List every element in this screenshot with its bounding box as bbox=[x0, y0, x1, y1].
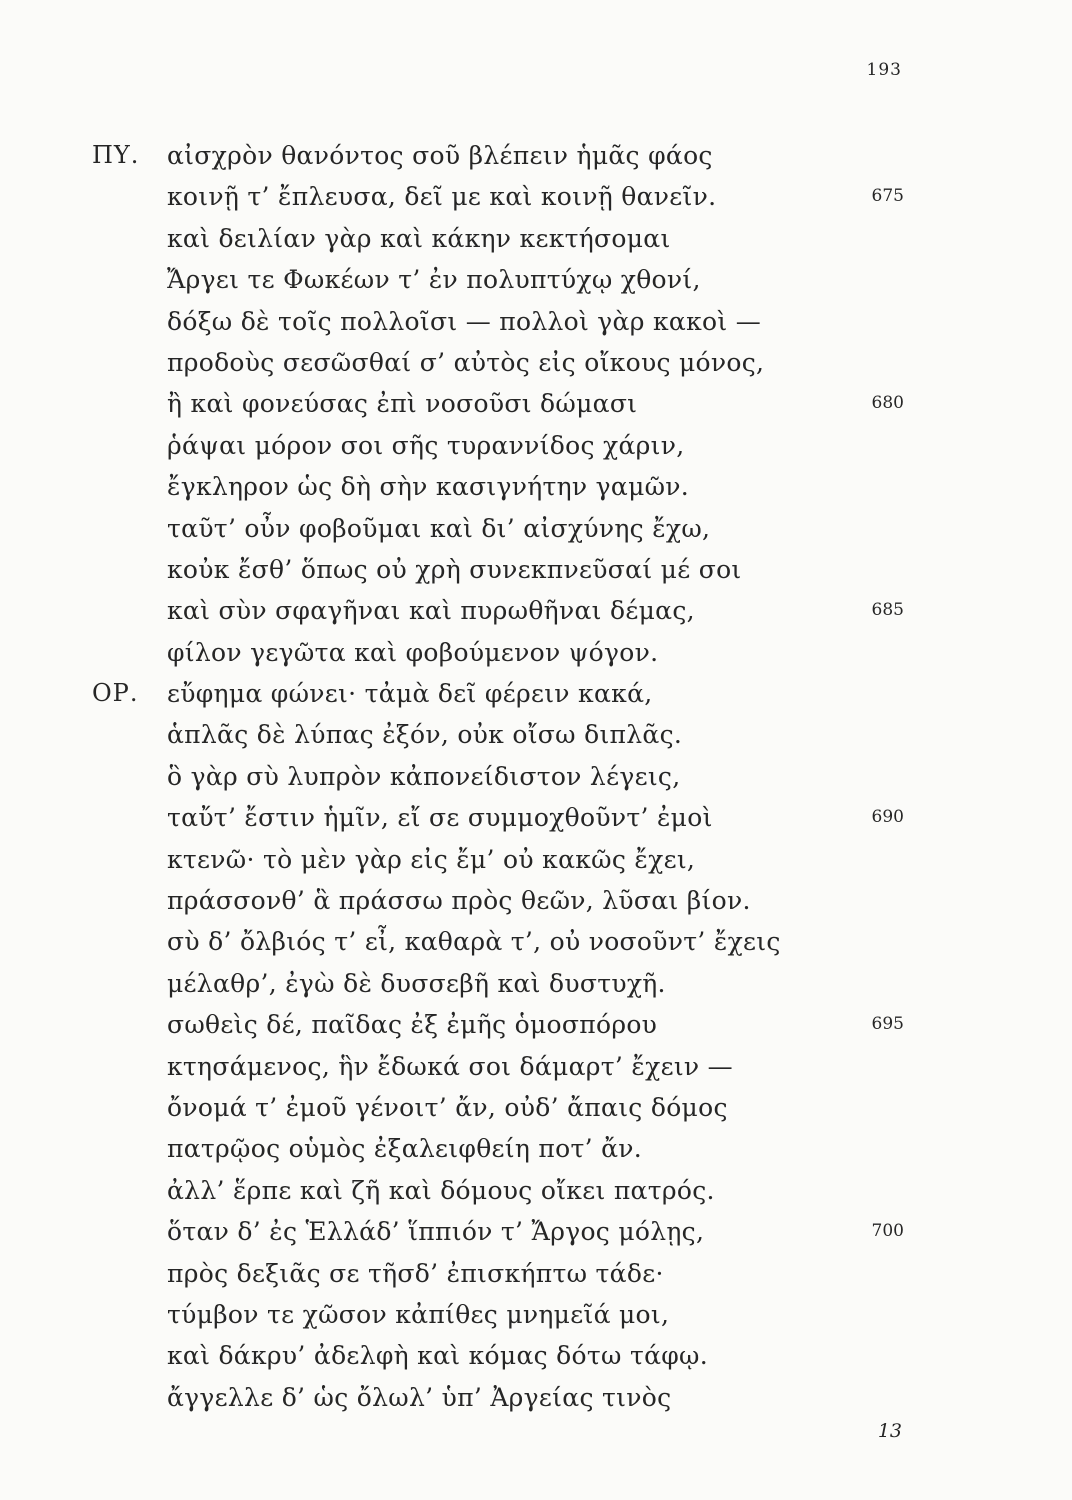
verse-line bbox=[0, 259, 1072, 300]
verse-text: καὶ δάκρυ’ ἀδελφὴ καὶ κόμας δότω τάφῳ. bbox=[167, 1341, 708, 1371]
verse-text: πρὸς δεξιᾶς σε τῆσδ’ ἐπισκήπτω τάδε· bbox=[167, 1258, 664, 1288]
verse-line bbox=[0, 1377, 1072, 1418]
verse-text: κτησάμενος, ἣν ἔδωκά σοι δάμαρτ’ ἔχειν — bbox=[167, 1051, 733, 1081]
verse-text: ὄνομά τ’ ἐμοῦ γένοιτ’ ἄν, οὐδ’ ἄπαις δόμος bbox=[167, 1092, 728, 1122]
verse-line bbox=[0, 673, 1072, 714]
verse-line bbox=[0, 1253, 1072, 1294]
verse-text: κοινῇ τ’ ἔπλευσα, δεῖ με καὶ κοινῇ θανεῖν. bbox=[167, 182, 717, 212]
verse-text: ταὔτ’ ἔστιν ἡμῖν, εἴ σε συμμοχθοῦντ’ ἐμοὶ bbox=[167, 803, 713, 833]
verse-line bbox=[0, 383, 1072, 424]
verse-line bbox=[0, 590, 1072, 631]
verse-line bbox=[0, 963, 1072, 1004]
verse-text: τύμβον τε χῶσον κἀπίθες μνημεῖά μοι, bbox=[167, 1299, 670, 1329]
verse-line bbox=[0, 1294, 1072, 1335]
verse-line bbox=[0, 632, 1072, 673]
verse-text: ἀλλ’ ἕρπε καὶ ζῆ καὶ δόμους οἴκει πατρός. bbox=[167, 1175, 715, 1205]
verse-line bbox=[0, 1046, 1072, 1087]
verse-text: σὺ δ’ ὄλβιός τ’ εἶ, καθαρὰ τ’, οὐ νοσοῦντ’ ἔχεις bbox=[167, 927, 781, 957]
verse-line bbox=[0, 1335, 1072, 1376]
speaker-label: ΟΡ. bbox=[92, 679, 139, 708]
verse-text: ὅταν δ’ ἐς Ἑλλάδ’ ἵππιόν τ’ Ἄργος μόλῃς, bbox=[167, 1217, 705, 1247]
line-number: 695 bbox=[871, 1014, 904, 1035]
verse-line bbox=[0, 425, 1072, 466]
verse-line bbox=[0, 839, 1072, 880]
verse-text: πατρῷος οὑμὸς ἐξαλειφθείη ποτ’ ἄν. bbox=[167, 1134, 643, 1164]
verse-text: εὔφημα φώνει· τἀμὰ δεῖ φέρειν κακά, bbox=[167, 679, 653, 709]
verse-line bbox=[0, 301, 1072, 342]
verse-text: φίλον γεγῶτα καὶ φοβούμενον ψόγον. bbox=[167, 637, 659, 667]
verse-line bbox=[0, 176, 1072, 217]
verse-text: ῥάψαι μόρον σοι σῆς τυραννίδος χάριν, bbox=[167, 430, 685, 460]
verse-text: καὶ δειλίαν γὰρ καὶ κάκην κεκτήσομαι bbox=[167, 223, 671, 253]
verse-line bbox=[0, 1004, 1072, 1045]
verse-text: ἔγκληρον ὡς δὴ σὴν κασιγνήτην γαμῶν. bbox=[167, 472, 690, 502]
verse-text: κτενῶ· τὸ μὲν γὰρ εἰς ἔμ’ οὐ κακῶς ἔχει, bbox=[167, 844, 696, 874]
verse-line bbox=[0, 756, 1072, 797]
verse-line bbox=[0, 508, 1072, 549]
verse-line bbox=[0, 714, 1072, 755]
line-number: 685 bbox=[871, 600, 904, 621]
page-number: 193 bbox=[866, 60, 902, 80]
signature-mark: 13 bbox=[877, 1420, 902, 1442]
verse-line bbox=[0, 1211, 1072, 1252]
verse-text: πράσσονθ’ ἃ πράσσω πρὸς θεῶν, λῦσαι βίον. bbox=[167, 886, 751, 916]
speaker-label: ΠΥ. bbox=[92, 141, 140, 169]
verse-text: καὶ σὺν σφαγῆναι καὶ πυρωθῆναι δέμας, bbox=[167, 596, 695, 626]
verse-text: κοὐκ ἔσθ’ ὅπως οὐ χρὴ συνεκπνεῦσαί μέ σοι bbox=[167, 554, 742, 584]
verse-block bbox=[0, 135, 1072, 1418]
verse-line bbox=[0, 1087, 1072, 1128]
line-number: 680 bbox=[871, 393, 904, 414]
line-number: 700 bbox=[871, 1221, 904, 1242]
verse-line bbox=[0, 135, 1072, 176]
verse-line bbox=[0, 466, 1072, 507]
verse-text: ἢ καὶ φονεύσας ἐπὶ νοσοῦσι δώμασι bbox=[167, 389, 638, 419]
line-number: 690 bbox=[871, 807, 904, 828]
verse-line bbox=[0, 797, 1072, 838]
verse-line bbox=[0, 1128, 1072, 1169]
verse-line bbox=[0, 218, 1072, 259]
verse-line bbox=[0, 1170, 1072, 1211]
verse-text: προδοὺς σεσῶσθαί σ’ αὐτὸς εἰς οἴκους μόνος, bbox=[167, 347, 765, 377]
verse-text: Ἄργει τε Φωκέων τ’ ἐν πολυπτύχῳ χθονί, bbox=[167, 265, 701, 295]
line-number: 675 bbox=[871, 186, 904, 207]
verse-line bbox=[0, 342, 1072, 383]
verse-text: σωθεὶς δέ, παῖδας ἐξ ἐμῆς ὁμοσπόρου bbox=[167, 1010, 658, 1040]
verse-text: αἰσχρὸν θανόντος σοῦ βλέπειν ἡμᾶς φάος bbox=[167, 141, 713, 170]
verse-line bbox=[0, 921, 1072, 962]
verse-line bbox=[0, 880, 1072, 921]
verse-line bbox=[0, 549, 1072, 590]
verse-text: ἄγγελλε δ’ ὡς ὄλωλ’ ὑπ’ Ἀργείας τινὸς bbox=[167, 1382, 672, 1412]
verse-text: ἁπλᾶς δὲ λύπας ἐξόν, οὐκ οἴσω διπλᾶς. bbox=[167, 720, 683, 750]
verse-text: ταῦτ’ οὖν φοβοῦμαι καὶ δι’ αἰσχύνης ἔχω, bbox=[167, 513, 711, 543]
verse-text: ὃ γὰρ σὺ λυπρὸν κἀπονείδιστον λέγεις, bbox=[167, 761, 681, 791]
verse-text: μέλαθρ’, ἐγὼ δὲ δυσσεβῆ καὶ δυστυχῆ. bbox=[167, 968, 666, 998]
verse-text: δόξω δὲ τοῖς πολλοῖσι — πολλοὶ γὰρ κακοὶ — bbox=[167, 306, 762, 336]
